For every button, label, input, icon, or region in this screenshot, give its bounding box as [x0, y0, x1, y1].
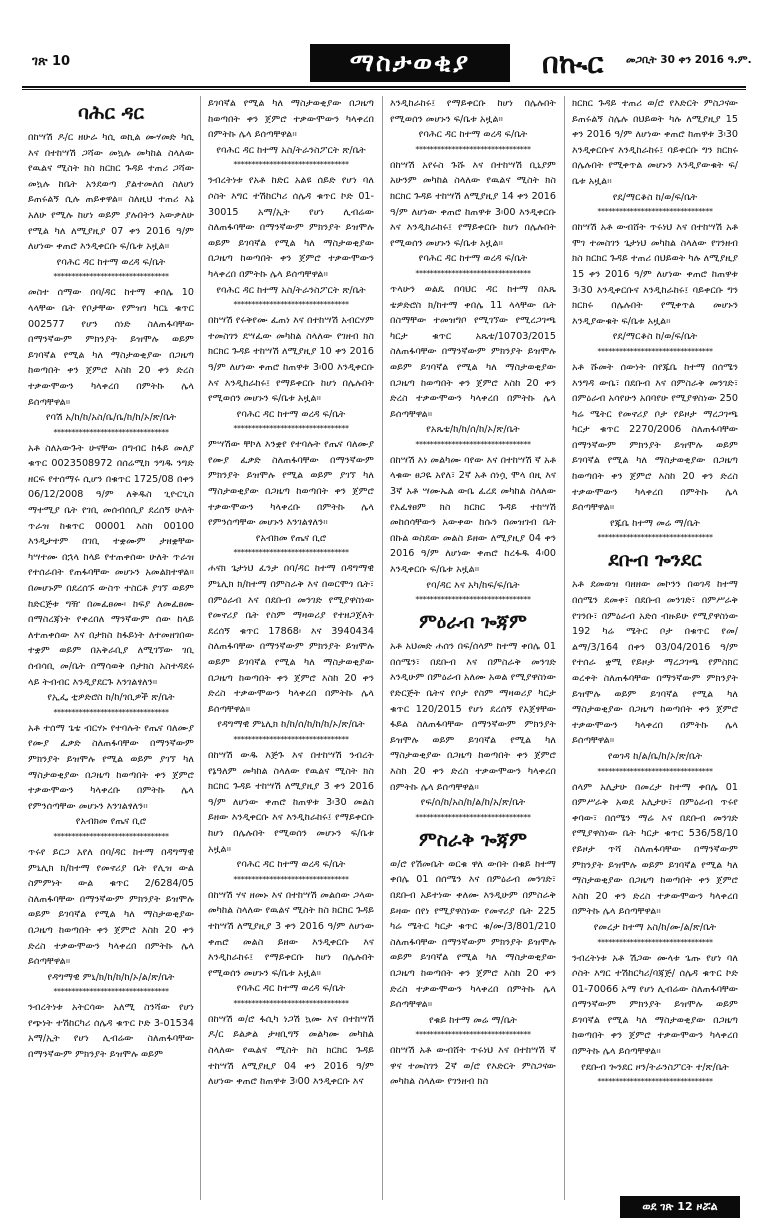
- notice-text: በከሣሽ የሩቅየሙ ፈጠነ እና በተከሣሽ አብርሃም ተመስገን ደሣፈው መካከል ስላለው የገዘብ ክስ ክርክር ጉዳይ ተከሣሽ ለሚያዚያ 10 ቀን 2016 ዓ/ም ለሆነው ቀጠሮ ከጠዋቱ 3፡00 እንዲቀርቡ እና እንዲከራከሩ፤ የማይቀርቡ ከሆነ በሌሉበት የሚወሰን መሆኑን ፍ/ቤቱ አዟል።: [208, 315, 374, 405]
- asterisk-divider: ********************************: [53, 272, 169, 282]
- notice-signature: የኢፌ ቲዎድሮስ ከ/ከ/ገቢዎች ጽ/ቤት: [47, 692, 175, 704]
- notice-signature: የወገዳ ከ/ል/ቤ/ከ/ኦ/ጽ/ቤት: [607, 750, 703, 762]
- notice-signature: የባ/ዳር እና አካ/ከፍ/ፍ/ቤት: [426, 579, 520, 591]
- notice-text: አቶ ደመወዝ ባዘዘው መኮንን በወገዳ ከተማ በሰሜን ደመቀ፣ በደቡብ መንገድ፣ በምሥራቅ የገንቡ፣ በምዕራብ አድሰ ብዙይሁ የሚያዋስነው 192 ካሬ ሜትር ቦታ በቁጥር የመ/ልማ/3/164 በቀን 03/04/2016 ዓ/ም የተሰራ ቋሚ የይዞታ ማረጋገጫ የምስክር ወረቀት ስለጠፋባቸው በማንኛውም ምክንያት ይዝሞሉ ወይም ይገባኛል የሚል ካለ ማስታወቂያው በጋዜጣ ከወጣበት ቀን ጀምሮ ተቃውሞውን ካላቀረበ በምትኩ ሌላ ይሰጣቸዋል።: [572, 579, 738, 747]
- header-rule: [22, 86, 746, 88]
- asterisk-divider: ********************************: [597, 533, 713, 543]
- notice-signature: የአጼቴ/ከ/ከ/ሰ/ከ/ኦ/ጽ/ቤት: [426, 424, 520, 436]
- column-4: [572, 96, 738, 1196]
- column-3: [390, 96, 556, 1196]
- issue-date: መጋቢት 30 ቀን 2016 ዓ.ም.: [626, 54, 752, 66]
- notice-text: ንብረትነቱ አቶ ሽጋው ሙላቱ ጌጡ የሆነ ባለ ሶስት እግር ተሽከርካሪ/ባጃጅ/ ሰሌዳ ቁጥር ኮድ 01-70066 አማ የሆነ ሊብሬው ስለጠፋባቸው በማንኛውም ምክንያት ይዝሞሉ ወይም ይገባኛል የሚል ካለ ማስታወቂያው በጋዜጣ ከወጣበት ቀን ጀምሮ ተቃውሞውን ካላቀረበ በምትኩ ሌላ ይሰጣቸዋል።: [572, 952, 738, 1058]
- notice-text: ሰላም አሊታሁ በመረታ ከተማ ቀበሌ 01 በምሥራቅ አወደ አሊታሁ፣ በምዕራብ ጥሩየ ቀባው፣ በሰሜን ማሬ እና በደቡብ መንገድ የሚያዋስነው ቤት ካርታ ቁጥር 536/58/10 የይዞታ ጥሻ ስለጠፋባቸው በማንኛውም ምክንያት ይዝሞሉ ወይም ይገባኛል የሚል ካለ ማስታወቂያው በጋዜጣ ከወጣበት ቀን ጀምሮ እስከ 20 ቀን ድረስ ተቃውሞውን ካላቀረበ በምትኩ ሌላ ይሰጣቸዋል።: [572, 781, 738, 918]
- header-rule-thin: [22, 89, 746, 90]
- notice-signature: የባሕር ዳር ከተማ አስ/ትራንስፖርት ጽ/ቤት: [216, 284, 366, 296]
- asterisk-divider: ********************************: [415, 268, 531, 278]
- asterisk-divider: ********************************: [415, 439, 531, 449]
- asterisk-divider: ********************************: [415, 595, 531, 605]
- asterisk-divider: ********************************: [597, 937, 713, 947]
- asterisk-divider: ********************************: [233, 300, 349, 310]
- notice-text: መስተ ሰማው በባ/ዳር ከተማ ቀበሌ 10 ላላቸው ቤት የቦታቸው የምዝገ ካርኒ ቁጥር 002577 የሆን ሰነድ ስለጠፋባቸው በማንኛውም ምክንያት ይዝሞሉ ወይም ይገባኛል የሚል ካለ ማስታወቂያው በጋዜጣ ከወጣበት ቀን ጀምሮ እስከ 20 ቀን ድረስ ተቃውሞውን ካላቀረበ በምትኩ ሌላ ይሰጣቸዋል።: [28, 287, 194, 408]
- asterisk-divider: ********************************: [233, 998, 349, 1008]
- notice-text: በከሣሽ አቶ ውብሸት ጥሩነህ እና በተከሣሽ አቶ ሞገ ተመስገን ጌታነህ መካከል ስላለው የገንዘብ ክስ ክርክር ጉዳይ ተጠሪ በህይወት ካሉ ለሚያዚያ 15 ቀን 2016 ዓ/ም ለሆነው ቀጠሮ ከጠዋቱ 3፡30 እንዲቀርቡና እንዲከራከሩ፤ ባይቀርቡ ግን ክርክሩ በሌሉበት የሚቀጥል መሆኑን እንዲያውቁት ፍ/ቤቱ አዟል።: [572, 222, 738, 327]
- region-heading: ደቡብ ጐንደር: [608, 549, 702, 572]
- region-heading: ባሕር ዳር: [78, 102, 144, 124]
- notice-signature: የደ/ማርቆስ ከ/ወ/ፍ/ቤት: [612, 331, 698, 343]
- notice-text: ሐናክ ጌታነህ ፈንታ በባ/ዳር ከተማ በዳግማዊ ምኒሊክ ክ/ከተማ በምስራቅ እና በወርሞጎ ቤት፣ በምዕራብ እና በደቡብ መንገድ የሚያዋስነው የመኖሪያ ቤት የስም ማዛወሪያ የተዘጋጀለት ደረሰኝ ቁጥር 17868፡ እና 3940434 ስለጠፋባቸው በማንኛውም ምክንያት ይዝሞሉ ወይም ይገባኛል የሚል ካለ ማስታወቂያው በጋዜጣ ከወጣበት ቀን ጀምሮ እስከ 20 ቀን ድረስ ተቃውሞውን ካላቀረበ በምትኩ ሌላ ይሰጣቸዋል።: [208, 563, 374, 715]
- notice-signature: የደ/ማርቆስ ከ/ወ/ፍ/ቤት: [612, 191, 698, 203]
- asterisk-divider: ********************************: [233, 874, 349, 884]
- notice-signature: የዳግማዊ ምኒ/ክ/ከ/ከ/ከ/ኦ/ል/ጽ/ቤት: [47, 971, 175, 983]
- notice-text: ጥሩየ ይርጋ አየለ በባ/ዳር ከተማ በዳግማዊ ምኒሊክ ክ/ከተማ የመኖሪያ ቤት የሊዝ ውል ስምምነት ውል ቁጥር 2/6284/05 ስለጠፋባቸው በማንኛውም ምክንያት ይዝሞሉ ወይም ይገባኛል የሚል ካለ ማስታወቂያው በጋዜጣ ከወጣበት ቀን ጀምሮ እስከ 20 ቀን ድረስ ተቃውሞውን ካላቀረበ በምትኩ ሌላ ይሰጣቸዋል።: [28, 846, 194, 968]
- notice-text: አቶ ስለአውጉት ሁናቸው በግብር ከፋይ መለያ ቁጥር 0023508972 በሰሬሚክ ንግዱ ንግድ ዘርፍ የተሰማሩ ሲሆን በቁጥር 1725/08 በቀን 06/12/2008 ዓ/ም ለቅዱስ ጊዮርጊስ ማተሚያ ቤት የገቢ መሰብሰቢያ ደረሰኝ ሁለት ጥራዝ ከቁጥር 00001 እስከ 00100 እንዲታተም በገቢ ተቋሙም ታዘቋቸው ካሣተሙ በኋላ ከላይ የተጠቀሰው ሁለት ጥራዝ የተሰራበት የጠፋባቸው መሆኑን አመልክተዋል። በመሆኑም በደረሰኙ ውስጥ ተስርቶ ያገኘ ወይም ከድርጅቱ ግዥ በመፈፀሙ፡ ከፍያ ለመፈፀሙ በማስረጃነት የቀረበለ ማንኛውም ሰው ከላይ ለተጠቀሰው እና በታክስ ከፋይነት ለተመዘገበው ተቋም ወይም በአቅራቢያ ለሚገኘው ገቢ ሰብሳቢ መ/ቤት በማሳወቅ በታክስ አስተዳደሩ ላይ ትብብር እንዲያደርጉ እንገልፃለን።: [28, 442, 194, 688]
- notice-text: በከሣሽ ወ/ሮ ፋሲካ ነጋሽ ኳሙ እና በተከሣሽ ዶ/ር ይልቃል ታዛቢግኝ መልካሙ መካከል ስላለው የዉልና ሚስት ክስ ክርክር ጉዳይ ተከሣሽ ለሚያዚያ 04 ቀን 2016 ዓ/ም ለሆነው ቀጠሮ ከጠዋቱ 3፡00 እንዲቀርቡ እና: [208, 1013, 374, 1088]
- notice-text: ንብረትነቱ አትርሳው አለሚ ስንሻው የሆነ የጭነት ተሽከርካሪ ሰሌዳ ቁጥር ኮድ 3-01534 አማ/ኢት የሆነ ሊብሬው ስለጠፋባቸው በማንኛውም ምክንያት ይዝሞሉ ወይም: [28, 1002, 194, 1061]
- notice-signature: የፍ/ሰ/ከ/አስ/ከ/ል/ከ/አ/ጽ/ቤት: [420, 797, 526, 809]
- asterisk-divider: ********************************: [53, 987, 169, 997]
- section-title: ማስታወቂያ: [310, 44, 510, 82]
- notice-text: ይገባኛል የሚል ካለ ማስታወቂያው በጋዜጣ ከወጣበት ቀን ጀምሮ ተቃውሞውን ካላቀረበ በምትኩ ሌላ ይሰጣቸዋል።: [208, 98, 374, 141]
- newspaper-logo: በኲር: [542, 46, 604, 80]
- asterisk-divider: ********************************: [597, 766, 713, 776]
- notice-signature: የባሕር ዳር ከተማ ወረዳ ፍ/ቤት: [236, 859, 346, 871]
- notice-columns: [28, 96, 740, 1196]
- notice-text: አቶ ሹመት ሰውነት በየጁቤ ከተማ በሰሜን እንግዳ ውቤ፣ በደቡብ እና በምስራቅ መንገድ፣ በምዕራብ አሳየሁን አበባየሁ የሚያዋስነው 250 ካሬ ሜትር የመኖሪያ ቦታ የይዞታ ማረጋገጫ ካርታ ቁጥር 2270/2006 ስለጠፋባቸው በማንኛውም ምክንያት ይዝሞሉ ወይም ይገባኛል የሚል ካለ ማስታወቂያው በጋዜጣ ከወጣበት ቀን ጀምሮ እስከ 20 ቀን ድረስ ተቃውሞውን ካላቀረበ በምትኩ ሌላ ይሰጣቸዋል።: [572, 361, 738, 514]
- notice-text: በከሣሽ ውዱ እጅጉ እና በተከሣሽ ንብረት የኔዓለም መካከል ስላለው የዉልና ሚስት ክስ ክርክር ጉዳይ ተከሣሽ ለሚያዚያ 3 ቀን 2016 ዓ/ም ለሆነው ቀጠሮ ከጠዋቱ 3፡30 መልስ ይዘው እንዲቀርቡ እና እንዲከራከሩ፤ የማይቀርቡ ከሆነ በሌሉበት የሚወሰን መሆኑን ፍ/ቤቱ አዟል።: [208, 749, 374, 855]
- notice-signature: የደቡብ ጐንደር ዞን/ትራንስፖርት ተ/ጽ/ቤት: [581, 1061, 729, 1073]
- notice-signature: የባሕር ዳር ከተማ አስ/ትራንስፖርት ጽ/ቤት: [216, 144, 366, 156]
- page-header: [22, 40, 752, 84]
- notice-text: ምሣሽው ቸኮለ እንቋየ የተባሉት የጤና ባለሙያ የሙያ ፈቃድ ስለጠፋባቸው በማንኛውም ምክንያት ይዝሞሉ የሚል ወይም ያገኘ ካለ ማስታወቂያው በጋዜጣ ከወጣበት ቀን ጀምሮ ተቃውሞውን ካላቀረቡ በምትኩ ሌላ የምንሰጣቸው መሆኑን እንገልፃለን።: [208, 439, 374, 529]
- asterisk-divider: ********************************: [597, 346, 713, 356]
- notice-text: አቶ አህመድ ሐሰን በፍ/ሰላም ከተማ ቀበሌ 01 በሰሜን፣ በደቡብ እና በምስራቅ መንገድ እንዲሁም በምዕራብ አለሙ አወል የሚያዋስነው የድርጅት ቤትና የቦታ የስም ማዛወሪያ ካርታ ቁጥር 120/2015 የሆነ ደረሰኝ የአጀፃቸው ፋይል ስለጠፋባቸው በማንኛውም ምክንያት ይዝሞሉ ወይም ይገባኛል የሚል ካለ ማስታወቂያው በጋዜጣ ከወጣበት ቀን ጀምሮ እስከ 20 ቀን ድረስ ተቃውሞውን ካላቀረበ በምትኩ ሌላ ይሰጣቸዋል።: [390, 641, 556, 793]
- asterisk-divider: ********************************: [233, 160, 349, 170]
- column-1: [28, 96, 194, 1196]
- asterisk-divider: ********************************: [233, 734, 349, 744]
- notice-text: በከሣሽ እነ መልካሙ ባየው እና በተከሣሽ ኛ አቶ ላቁው ፀጋዬ አየለ፣ 2ኛ አቶ ሰነሷ ሞላ በዚ እና 3ኛ አቶ ሣሙኤል ውቤ ፈረደ መካከል ስላለው የአፈፃፀም ክስ ክርክር ጉዳይ ተከሣሽ መከሰሳቸውን አውቀው ከሱን በመዝገብ ቤት በኩል ወስደው መልስ ይዘው ለሚያዚያ 04 ቀን 2016 ዓ/ም ለሆነው ቀጠሮ ከረፋዱ 4፡00 እንዲቀርቡ ፍ/ቤቱ አዟል።: [390, 454, 556, 576]
- notice-signature: የአብክመ የጤና ቢሮ: [75, 816, 147, 828]
- notice-signature: የባሕር ዳር ከተማ ወረዳ ፍ/ቤት: [236, 983, 346, 995]
- asterisk-divider: ********************************: [597, 1077, 713, 1087]
- notice-signature: የባሕር ዳር ከተማ ወረዳ ፍ/ቤት: [418, 253, 528, 265]
- notice-text: በከሣሽ ሃና ዘመኑ እና በተከሣሽ መልሰው ጋላው መካከል ስላለው የዉልና ሚስት ክስ ክርክር ጉዳይ ተከሣሽ ለሚያዚያ 3 ቀን 2016 ዓ/ም ለሆነው ቀጠሮ መልስ ይዘው እንዲቀርቡ እና እንዲከራከሩ፤ የማይቀርቡ ከሆነ በሌሉበት የሚወሰን መሆኑን ፍ/ቤቱ አዟል።: [208, 889, 374, 979]
- notice-signature: የጁቤ ከተማ መሬ ማ/ቤት: [609, 517, 700, 529]
- notice-signature: የዳግማዊ ምኒሊክ ከ/ከ/ሰ/ከ/ከ/ከ/ኦ/ጽ/ቤት: [217, 719, 365, 731]
- notice-signature: የባሽ አ/ከ/ከ/አስ/ቤ/ቤ/ከ/ከ/ኦ/ጽ/ቤት: [45, 412, 177, 424]
- continued-footer: ወደ ገጽ 12 ዞሯል: [620, 1196, 740, 1218]
- asterisk-divider: ********************************: [53, 427, 169, 437]
- asterisk-divider: ********************************: [415, 144, 531, 154]
- notice-signature: የአብክመ የጤና ቢሮ: [255, 532, 327, 544]
- page-number: ገጽ 10: [32, 54, 71, 69]
- notice-signature: የመረታ ከተማ አስ/ከ/ሙ/ል/ጽ/ቤት: [593, 921, 717, 933]
- column-2: [208, 96, 374, 1196]
- asterisk-divider: ********************************: [53, 831, 169, 841]
- notice-text: ንብረትነቱ የአቶ ከድር አልዩ ሰይድ የሆነ ባለ ሶስት እግር ተሽከርካሪ ሰሌዳ ቁጥር ኮድ 01-30015 አማ/ኢት የሆነ ሊብሬው ስለጠፋባቸው በማንኛውም ምክንያት ይዝሞሉ ወይም ይገባኛል የሚል ካለ ማስታወቂያው በጋዜጣ ከወጣበት ቀን ጀምሮ ተቃውሞውን ካላቀረበ በምትኩ ሌላ ይሰጣቸዋል።: [208, 175, 374, 280]
- asterisk-divider: ********************************: [53, 707, 169, 717]
- notice-text: አቶ ተሰማ ጌቴ ብርሃኑ የተባሉት የጤና ባለሙያ የሙያ ፈቃድ ስለጠፋባቸው በማንኛውም ምክንያት ይዝሞሉ የሚል ወይም ያገኘ ካለ ማስታወቂያው በጋዜጣ ከወጣበት ቀን ጀምሮ ተቃውሞውን ካላቀረቡ በምትኩ ሌላ የምንሰጣቸው መሆኑን እንገልፃለን።: [28, 722, 194, 812]
- notice-text: በከሣሽ አየሩስ ጉሹ እና በተከሣሽ ቢኒያም አሁንም መካከል ስላለው የዉልና ሚስት ክስ ክርክር ጉዳይ ተከሣሽ ለሚያዚያ 14 ቀን 2016 ዓ/ም ለሆነው ቀጠሮ ከጠዋቱ 3፡00 እንዲቀርቡ እና እንዲከራከሩ፤ የማይቀርቡ ከሆነ በሌሉበት የሚወሰን መሆኑን ፍ/ቤቱ አዟል።: [390, 159, 556, 249]
- asterisk-divider: ********************************: [415, 812, 531, 822]
- notice-text: ወ/ሮ የሽመቤት ወርቁ ዋለ ውበት በቁይ ከተማ ቀበሌ 01 በሰሜን እና በምዕራብ መንገድ፣ በደቡብ አይተነው ቀለሙ እንዲሁም በምስራቅ ይዛው በየነ የሚያዋስነው የመኖሪያ ቤት 225 ካሬ ሜትር ካርታ ቁጥር ቁ/ሙ/3/801/210 ስለጠፋባቸው በማንኛውም ምክንያት ይዝሞሉ ወይም ይገባኛል የሚል ካለ ማስታወቂያው በጋዜጣ ከወጣበት ቀን ጀምሮ እስከ 20 ቀን ድረስ ተቃውሞውን ካላቀረበ በምትኩ ሌላ ይሰጣቸዋል።: [390, 858, 556, 1011]
- notice-text: እንዲከራከሩ፤ የማይቀርቡ ከሆነ በሌሉበት የሚወሰን መሆኑን ፍ/ቤቱ አዟል።: [390, 98, 556, 125]
- notice-text: በከሣሽ አቶ ውብሸት ጥሩነህ እና በተከሣሽ ኛ ዋና ተመስገን 2ኛ ወ/ሮ የእድርት ምስጋናው መካከል ስላለው የገንዘብ ክስ: [390, 1045, 556, 1088]
- notice-text: ክርክር ጉዳይ ተጠሪ ወ/ሮ የእድርት ምስጋናው ይጠሩልኝ ስሌሉ በህይወት ካሉ ለሚያዚያ 15 ቀን 2016 ዓ/ም ለሆነው ቀጠሮ ከጠዋቱ 3፡30 እንዲቀርቡና እንዲከራከሩ፤ ባይቀርቡ ግን ክርክሩ በሌሉበት የሚቀጥል መሆኑን እንዲያውቁት ፍ/ቤቱ አዟል።: [572, 98, 738, 187]
- notice-text: ጥላሁን ወልዴ በባህር ዳር ከተማ በአጼ ቴዎድሮስ ክ/ከተማ ቀበሌ 11 ላላቸው ቤት በስማቸው ተመዝግቦ የሚገኘው የሚረጋገጫ ካርታ ቁጥር አጼቴ/10703/2015 ስለጠፋባቸው በማንኛውም ምክንያት ይዝሞሉ ወይም ይገባኛል የሚል ካለ ማስታወቂያው በጋዜጣ ከወጣበት ቀን ጀምሮ እስከ 20 ቀን ድረስ ተቃውሞውን ካላቀረበ በምትኩ ሌላ ይሰጣቸዋል።: [390, 283, 556, 420]
- notice-signature: የባሕር ዳር ከተማ ወረዳ ፍ/ቤት: [56, 256, 166, 268]
- region-heading: ምዕራብ ጐጃም: [419, 611, 527, 634]
- notice-signature: የባሕር ዳር ከተማ ወረዳ ፍ/ቤት: [236, 408, 346, 420]
- asterisk-divider: ********************************: [233, 424, 349, 434]
- asterisk-divider: ********************************: [597, 207, 713, 217]
- notice-text: በከሣሽ ዶ/ር ዘሁራ ካሲ ወኪል ሙሃመድ ካሲ እና በተከሣሽ ጋሻው መኳሉ መካከል ስላለው የዉልና ሚስት ክስ ክርክር ጉዳይ ተጠሪ ጋሻው መኳሉ ከቤት አንደወጣ ያልተመለሰ ስለሆነ ይጠሩልኝ ሲሉ ጠይቀዋል። ስለዚህ ተጠሪ እኔ አለሁ የሚሉ ከሆነ ወይም ያሉበትን አውቃለሁ የሚል ካለ ለሚያዚያ 07 ቀን 2016 ዓ/ም ለሆነው ቀጠሮ እንዲቀርቡ ፍ/ቤቱ አዟል።: [28, 132, 194, 253]
- asterisk-divider: ********************************: [233, 548, 349, 558]
- notice-signature: የባሕር ዳር ከተማ ወረዳ ፍ/ቤት: [418, 129, 528, 141]
- notice-signature: የቁይ ከተማ መሬ ማ/ቤት: [429, 1014, 517, 1026]
- region-heading: ምስራቅ ጐጃም: [419, 828, 527, 851]
- asterisk-divider: ********************************: [415, 1030, 531, 1040]
